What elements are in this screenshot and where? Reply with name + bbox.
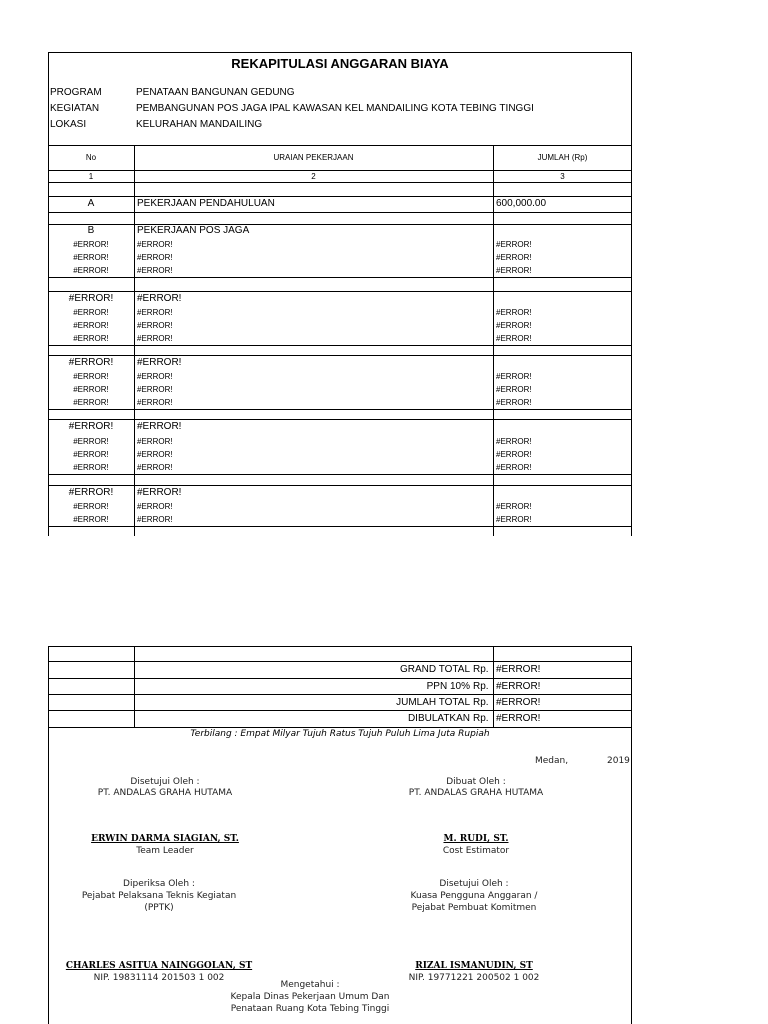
column-number-2: 2 — [311, 172, 316, 181]
total-currency: Rp. — [473, 681, 489, 692]
acknowledged-line1: Kepala Dinas Pekerjaan Umum Dan — [230, 992, 390, 1002]
agreed-line1: Kuasa Pengguna Anggaran / — [410, 891, 538, 901]
row-amount: #ERROR! — [496, 462, 532, 472]
row-no: #ERROR! — [73, 397, 109, 407]
row-no: #ERROR! — [68, 420, 114, 432]
row-description: PEKERJAAN PENDAHULUAN — [137, 198, 275, 209]
row-description: #ERROR! — [137, 449, 173, 459]
row-no: #ERROR! — [73, 320, 109, 330]
total-value: #ERROR! — [496, 713, 541, 724]
total-value: #ERROR! — [496, 697, 541, 708]
row-description: #ERROR! — [137, 371, 173, 381]
row-amount: #ERROR! — [496, 265, 532, 275]
row-no: A — [87, 198, 95, 209]
year-label: 2019 — [607, 756, 630, 766]
row-amount: #ERROR! — [496, 514, 532, 524]
approved-org: PT. ANDALAS GRAHA HUTAMA — [97, 788, 233, 798]
terbilang-text: Terbilang : Empat Milyar Tujuh Ratus Tujuh Puluh Lima Juta Rupiah — [190, 729, 490, 739]
row-no: #ERROR! — [73, 239, 109, 249]
row-description: #ERROR! — [137, 320, 173, 330]
total-label: PPN 10% — [426, 681, 470, 692]
column-header-no: No — [85, 153, 97, 162]
field-value-program: PENATAAN BANGUNAN GEDUNG — [136, 87, 295, 98]
row-amount: #ERROR! — [496, 384, 532, 394]
checked-name: CHARLES ASITUA NAINGGOLAN, ST — [65, 961, 253, 971]
row-no: #ERROR! — [73, 501, 109, 511]
checked-line1: Pejabat Pelaksana Teknis Kegiatan — [81, 891, 237, 901]
row-description: #ERROR! — [137, 356, 182, 368]
total-label: GRAND TOTAL — [399, 664, 470, 675]
row-amount: #ERROR! — [496, 449, 532, 459]
row-amount: #ERROR! — [496, 307, 532, 317]
row-amount: #ERROR! — [496, 333, 532, 343]
row-amount: #ERROR! — [496, 239, 532, 249]
row-description: #ERROR! — [137, 292, 182, 304]
field-value-lokasi: KELURAHAN MANDAILING — [136, 119, 263, 130]
row-no: #ERROR! — [73, 265, 109, 275]
field-label-lokasi: LOKASI — [50, 119, 87, 130]
row-amount: #ERROR! — [496, 252, 532, 262]
row-no: #ERROR! — [68, 292, 114, 304]
row-description: #ERROR! — [137, 397, 173, 407]
column-header-uraian: URAIAN PEKERJAAN — [273, 153, 354, 162]
total-currency: Rp. — [473, 697, 489, 708]
field-label-program: PROGRAM — [50, 87, 102, 98]
made-title: Cost Estimator — [442, 846, 510, 856]
total-currency: Rp. — [473, 664, 489, 675]
row-description: #ERROR! — [137, 239, 173, 249]
agreed-line2: Pejabat Pembuat Komitmen — [411, 903, 537, 913]
field-value-kegiatan: PEMBANGUNAN POS JAGA IPAL KAWASAN KEL MANDAILING KOTA TEBING TINGGI — [136, 103, 534, 114]
row-amount: #ERROR! — [496, 371, 532, 381]
row-no: #ERROR! — [73, 333, 109, 343]
column-header-jumlah: JUMLAH (Rp) — [537, 153, 588, 162]
agreed-nip: NIP. 19771221 200502 1 002 — [408, 973, 540, 983]
approved-name: ERWIN DARMA SIAGIAN, ST. — [91, 834, 239, 844]
row-no: #ERROR! — [73, 384, 109, 394]
row-no: #ERROR! — [73, 449, 109, 459]
made-role: Dibuat Oleh : — [446, 777, 506, 787]
agreed-name: RIZAL ISMANUDIN, ST — [415, 961, 533, 971]
acknowledged-role: Mengetahui : — [280, 980, 340, 990]
agreed-role: Disetujui Oleh : — [439, 879, 509, 889]
row-description: PEKERJAAN POS JAGA — [137, 225, 250, 236]
checked-line2: (PPTK) — [144, 903, 174, 913]
approved-title: Team Leader — [136, 846, 194, 856]
document-title: REKAPITULASI ANGGARAN BIAYA — [231, 56, 449, 71]
checked-role: Diperiksa Oleh : — [123, 879, 195, 889]
row-description: #ERROR! — [137, 384, 173, 394]
row-no: #ERROR! — [73, 462, 109, 472]
approved-role: Disetujui Oleh : — [130, 777, 200, 787]
total-label: DIBULATKAN — [407, 713, 470, 724]
made-org: PT. ANDALAS GRAHA HUTAMA — [408, 788, 544, 798]
column-number-3: 3 — [560, 172, 565, 181]
row-amount: #ERROR! — [496, 501, 532, 511]
total-value: #ERROR! — [496, 664, 541, 675]
row-description: #ERROR! — [137, 462, 173, 472]
made-name: M. RUDI, ST. — [443, 834, 509, 844]
row-description: #ERROR! — [137, 436, 173, 446]
row-amount: #ERROR! — [496, 320, 532, 330]
row-description: #ERROR! — [137, 486, 182, 498]
row-description: #ERROR! — [137, 333, 173, 343]
total-currency: Rp. — [473, 713, 489, 724]
row-no: B — [87, 225, 95, 236]
row-no: #ERROR! — [73, 514, 109, 524]
row-no: #ERROR! — [73, 252, 109, 262]
row-no: #ERROR! — [68, 356, 114, 368]
checked-nip: NIP. 19831114 201503 1 002 — [93, 973, 225, 983]
row-description: #ERROR! — [137, 252, 173, 262]
acknowledged-line2: Penataan Ruang Kota Tebing Tinggi — [230, 1004, 390, 1014]
field-label-kegiatan: KEGIATAN — [50, 103, 100, 114]
row-description: #ERROR! — [137, 265, 173, 275]
row-no: #ERROR! — [68, 486, 114, 498]
row-description: #ERROR! — [137, 420, 182, 432]
total-label: JUMLAH TOTAL — [396, 697, 470, 708]
row-no: #ERROR! — [73, 436, 109, 446]
row-no: #ERROR! — [73, 307, 109, 317]
row-description: #ERROR! — [137, 307, 173, 317]
row-amount: 600,000.00 — [496, 198, 547, 209]
place-label: Medan, — [535, 756, 569, 766]
total-value: #ERROR! — [496, 681, 541, 692]
row-description: #ERROR! — [137, 501, 173, 511]
row-no: #ERROR! — [73, 371, 109, 381]
row-description: #ERROR! — [137, 514, 173, 524]
row-amount: #ERROR! — [496, 397, 532, 407]
column-number-1: 1 — [88, 172, 94, 181]
row-amount: #ERROR! — [496, 436, 532, 446]
